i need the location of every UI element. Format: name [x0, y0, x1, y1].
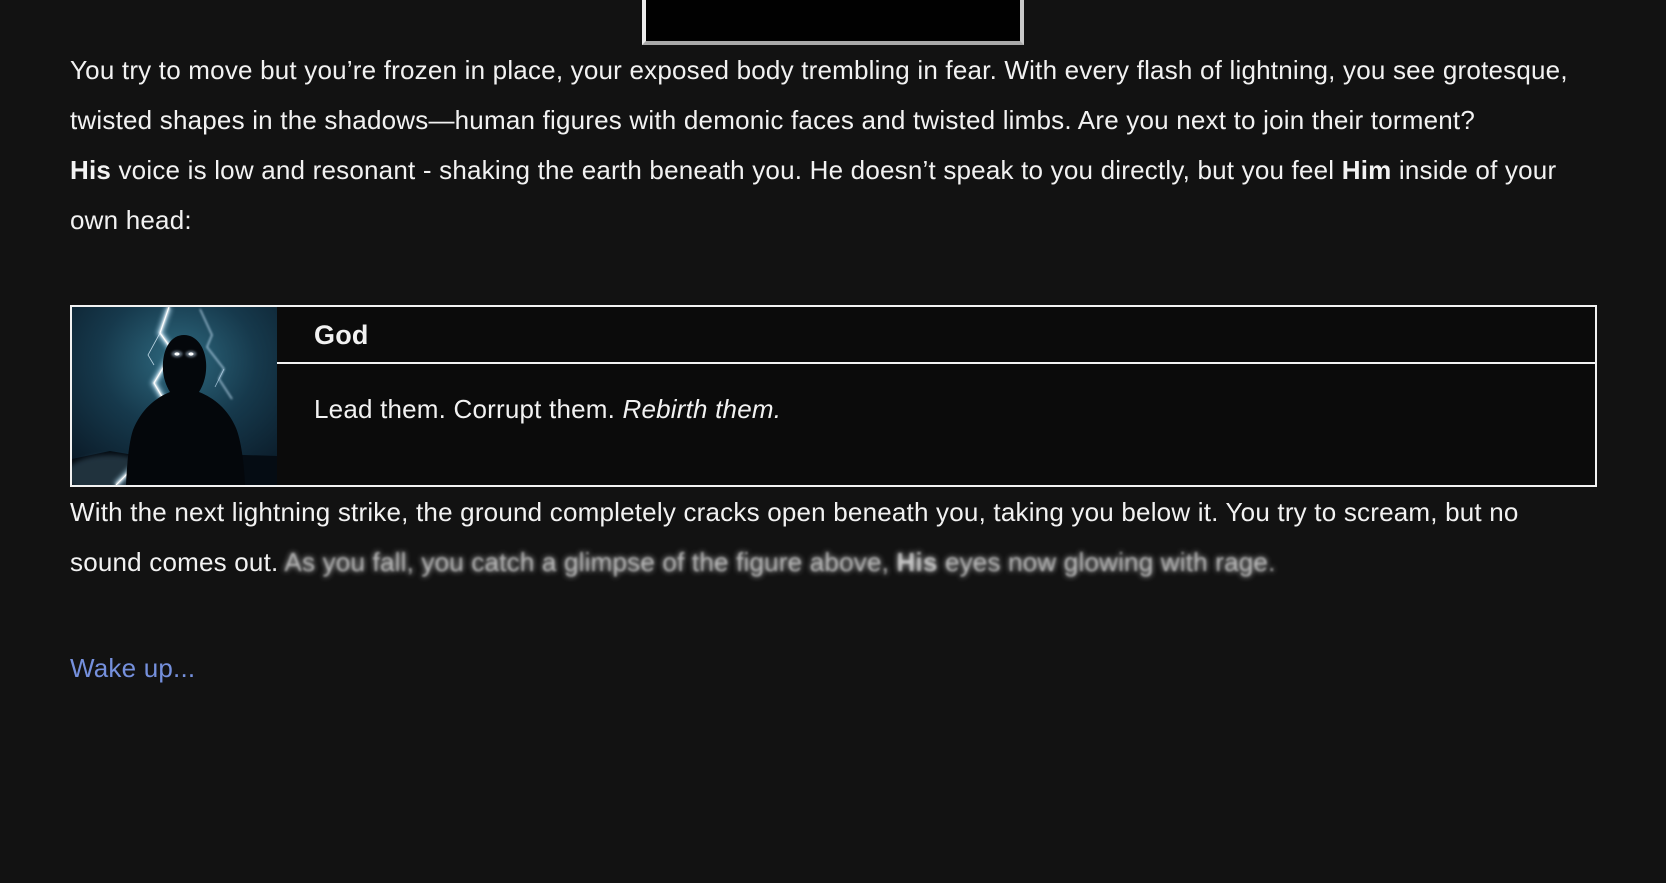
dialogue-text-area — [277, 307, 1595, 485]
paragraph-1-text: You try to move but you’re frozen in place, your exposed body trembling in fear. With every flash of lightning, you see grotesque, twisted shapes in the shadows—human figures with demonic faces and twisted limbs. Are you next to join their torment? — [70, 55, 1568, 135]
blurred-bold-his: His — [896, 547, 938, 577]
story-paragraph-1 — [70, 45, 1597, 145]
story-content — [70, 45, 1597, 693]
story-paragraph-3 — [70, 487, 1597, 587]
paragraph-3-text: With the next lightning strike, the ground completely cracks open beneath you, taking you below it. You try to scream, but no sound comes out. — [70, 497, 1519, 577]
dialogue-box — [70, 305, 1597, 487]
god-portrait-image — [72, 307, 277, 485]
choice-row — [70, 643, 1597, 693]
blurred-text-pre: As you fall, you catch a glimpse of the figure above, — [284, 547, 897, 577]
story-paragraph-2 — [70, 145, 1597, 245]
paragraph-2-text-1: voice is low and resonant - shaking the earth beneath you. He doesn’t speak to you directly, but you feel — [111, 155, 1342, 185]
speaker-name: God — [314, 319, 369, 350]
scene-image-partial — [642, 0, 1024, 45]
dialogue-line-italic: Rebirth them. — [622, 394, 782, 424]
bold-his: His — [70, 155, 112, 185]
bold-him: Him — [1341, 155, 1392, 185]
blurred-text-post: eyes now glowing with rage. — [937, 547, 1276, 577]
dialogue-line-regular: Lead them. Corrupt them. — [314, 394, 623, 424]
dialogue-line — [277, 364, 1595, 434]
wake-up-link[interactable]: Wake up... — [70, 653, 196, 683]
paragraph-2-text-2: inside of your own head: — [70, 155, 1557, 235]
dialogue-header — [277, 307, 1595, 364]
blurred-text — [284, 547, 1275, 577]
